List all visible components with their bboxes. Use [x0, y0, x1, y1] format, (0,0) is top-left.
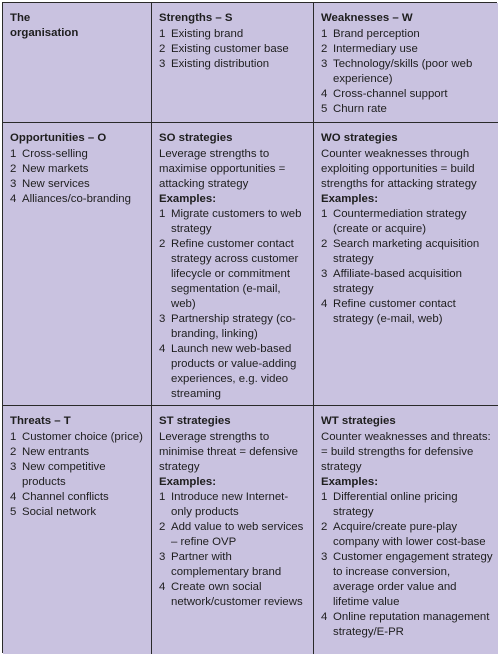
cell-description: Leverage strengths to maximise opportunities = attacking strategy	[159, 148, 286, 190]
list-item-number: 2	[10, 446, 17, 458]
list-item-number: 1	[321, 28, 328, 40]
list-item-number: 3	[159, 58, 166, 70]
cell-title: Strengths – S	[159, 12, 233, 24]
list-item-number: 4	[10, 193, 17, 205]
list-item-text: Differential online pricing strategy	[333, 491, 458, 518]
list-item-text: Refine customer contact strategy (e-mail, web)	[333, 298, 456, 325]
list-item	[321, 57, 493, 87]
list-item-text: Intermediary use	[333, 43, 418, 55]
list-item	[159, 342, 308, 402]
list-item-text: Search marketing acquisition strategy	[333, 238, 480, 265]
list-item-text: Churn rate	[333, 103, 387, 115]
list-item	[321, 550, 493, 610]
list-item-number: 1	[159, 28, 166, 40]
list-item-text: Countermediation strategy (create or acquire)	[333, 208, 467, 235]
list-item-number: 2	[159, 521, 166, 533]
list-item	[10, 445, 146, 460]
list-item	[321, 42, 493, 57]
swot-matrix	[2, 2, 497, 653]
list-item-number: 4	[321, 88, 328, 100]
list-item	[321, 610, 493, 640]
list-item	[10, 430, 146, 445]
list-item-number: 2	[321, 43, 328, 55]
list-item-text: Create own social network/customer reviews	[171, 581, 303, 608]
list-item-number: 4	[321, 611, 328, 623]
list-item-text: Customer engagement strategy to increase conversion, average order value and lifetime value	[333, 551, 493, 608]
list-item	[321, 297, 493, 327]
cell-wt-strategies	[314, 406, 498, 654]
list-item-text: Existing distribution	[171, 58, 270, 70]
list-item	[321, 102, 493, 117]
list-item	[159, 490, 308, 520]
list-item-number: 5	[10, 506, 17, 518]
list-item-number: 4	[159, 581, 166, 593]
list-item-number: 4	[10, 491, 17, 503]
list-item-text: Partner with complementary brand	[171, 551, 282, 578]
list-item	[321, 237, 493, 267]
list-item-text: Channel conflicts	[22, 491, 109, 503]
cell-wo-strategies	[314, 123, 498, 406]
list-item	[10, 177, 146, 192]
examples-label: Examples:	[321, 476, 378, 488]
cell-title: WO strategies	[321, 132, 398, 144]
examples-label: Examples:	[321, 193, 378, 205]
cell-title: Opportunities – O	[10, 132, 107, 144]
numbered-list	[159, 27, 308, 72]
list-item-number: 4	[159, 343, 166, 355]
list-item-text: New competitive products	[22, 461, 106, 488]
list-item-number: 1	[159, 208, 166, 220]
list-item	[159, 207, 308, 237]
list-item	[321, 27, 493, 42]
numbered-list	[10, 430, 146, 520]
list-item	[159, 520, 308, 550]
cell-description: Leverage strengths to minimise threat = defensive strategy	[159, 431, 298, 473]
list-item-number: 3	[159, 551, 166, 563]
list-item	[321, 267, 493, 297]
list-item-text: Cross-channel support	[333, 88, 448, 100]
list-item-text: New markets	[22, 163, 89, 175]
cell-description: Counter weaknesses and threats: = build strengths for defensive strategy	[321, 431, 491, 473]
list-item-text: Social network	[22, 506, 97, 518]
list-item	[321, 520, 493, 550]
cell-title: The organisation	[10, 12, 79, 39]
list-item-text: Refine customer contact strategy across customer lifecycle or commitment segmentation (e-mail, web)	[171, 238, 299, 310]
list-item-text: Introduce new Internet-only products	[171, 491, 289, 518]
list-item-number: 3	[10, 178, 17, 190]
list-item-number: 2	[10, 163, 17, 175]
list-item	[10, 505, 146, 520]
cell-title: Weaknesses – W	[321, 12, 413, 24]
numbered-list	[321, 27, 493, 117]
list-item-number: 1	[10, 431, 17, 443]
list-item-text: Add value to web services – refine OVP	[171, 521, 304, 548]
list-item-number: 3	[321, 58, 328, 70]
numbered-list	[159, 207, 308, 402]
cell-opportunities	[3, 123, 152, 406]
list-item-text: Affiliate-based acquisition strategy	[333, 268, 462, 295]
list-item-text: Alliances/co-branding	[22, 193, 131, 205]
list-item-number: 1	[159, 491, 166, 503]
list-item	[10, 162, 146, 177]
examples-label: Examples:	[159, 193, 216, 205]
cell-weaknesses	[314, 3, 498, 123]
list-item	[321, 490, 493, 520]
list-item	[159, 550, 308, 580]
cell-organisation	[3, 3, 152, 123]
list-item	[10, 147, 146, 162]
list-item-number: 3	[321, 268, 328, 280]
list-item-text: Cross-selling	[22, 148, 88, 160]
list-item	[10, 192, 146, 207]
list-item-text: Acquire/create pure-play company with lower cost-base	[333, 521, 486, 548]
list-item-text: Existing customer base	[171, 43, 289, 55]
list-item-number: 3	[10, 461, 17, 473]
cell-title: Threats – T	[10, 415, 71, 427]
cell-so-strategies	[152, 123, 314, 406]
list-item-number: 1	[321, 208, 328, 220]
cell-threats	[3, 406, 152, 654]
cell-description: Counter weaknesses through exploiting opportunities = build strengths for attacking strategy	[321, 148, 477, 190]
list-item-number: 5	[321, 103, 328, 115]
list-item-number: 3	[159, 313, 166, 325]
examples-label: Examples:	[159, 476, 216, 488]
list-item-number: 2	[159, 238, 166, 250]
list-item-number: 1	[10, 148, 17, 160]
numbered-list	[321, 207, 493, 327]
list-item	[159, 580, 308, 610]
list-item-text: Technology/skills (poor web experience)	[333, 58, 473, 85]
list-item-text: Launch new web-based products or value-adding experiences, e.g. video streaming	[171, 343, 297, 400]
list-item-number: 2	[321, 521, 328, 533]
list-item-text: New services	[22, 178, 90, 190]
cell-st-strategies	[152, 406, 314, 654]
list-item-number: 2	[159, 43, 166, 55]
list-item	[10, 460, 146, 490]
list-item-number: 3	[321, 551, 328, 563]
list-item-number: 4	[321, 298, 328, 310]
list-item	[10, 490, 146, 505]
list-item-text: New entrants	[22, 446, 90, 458]
list-item	[159, 42, 308, 57]
list-item-text: Customer choice (price)	[22, 431, 143, 443]
numbered-list	[321, 490, 493, 640]
list-item	[159, 237, 308, 312]
list-item-number: 1	[321, 491, 328, 503]
cell-strengths	[152, 3, 314, 123]
numbered-list	[159, 490, 308, 610]
numbered-list	[10, 147, 146, 207]
list-item	[159, 27, 308, 42]
list-item	[321, 207, 493, 237]
list-item	[321, 87, 493, 102]
cell-title: WT strategies	[321, 415, 396, 427]
list-item	[159, 312, 308, 342]
list-item-number: 2	[321, 238, 328, 250]
cell-title: SO strategies	[159, 132, 233, 144]
list-item-text: Online reputation management strategy/E-PR	[333, 611, 490, 638]
list-item-text: Brand perception	[333, 28, 420, 40]
list-item	[159, 57, 308, 72]
list-item-text: Existing brand	[171, 28, 244, 40]
cell-title: ST strategies	[159, 415, 231, 427]
list-item-text: Migrate customers to web strategy	[171, 208, 302, 235]
list-item-text: Partnership strategy (co-branding, linking)	[171, 313, 296, 340]
